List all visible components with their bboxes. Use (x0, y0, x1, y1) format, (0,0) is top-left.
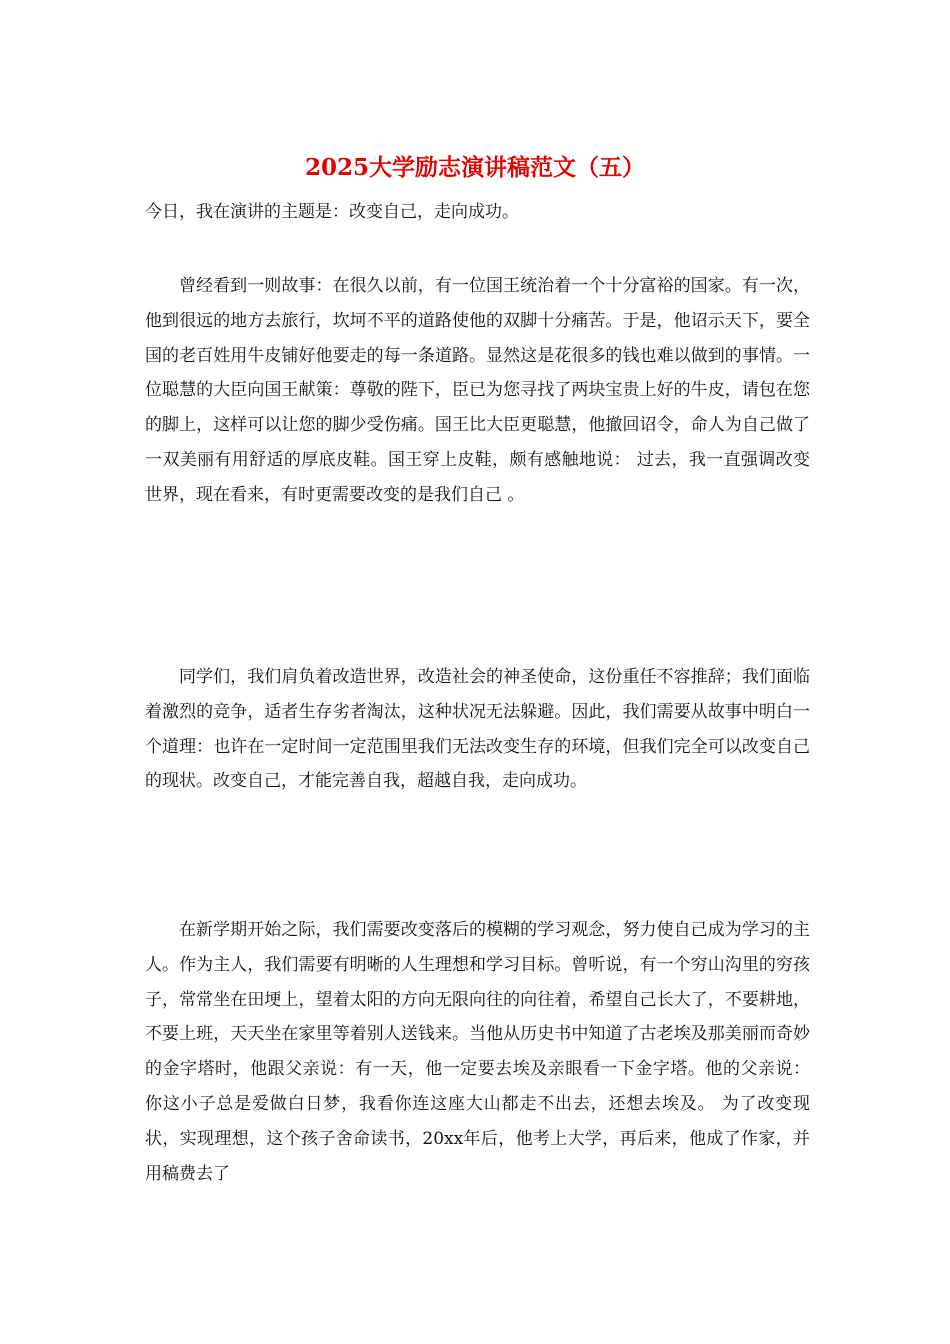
document-title: 2025大学励志演讲稿范文（五） (304, 154, 645, 181)
paragraph-story: 曾经看到一则故事：在很久以前，有一位国王统治着一个十分富裕的国家。有一次，他到很远的地方去旅行，坎坷不平的道路使他的双脚十分痛苦。于是，他诏示天下，要全国的老百姓用牛皮铺好他要走的每一条道路。显然这是花很多的钱也难以做到的事情。一位聪慧的大臣向国王献策：尊敬的陛下，臣已为您寻找了两块宝贵上好的牛皮，请包在您的脚上，这样可以让您的脚少受伤痛。国王比大臣更聪慧，他撤回诏令，命人为自己做了一双美丽有用舒适的厚底皮鞋。国王穿上皮鞋，颇有感触地说： 过去，我一直强调改变世界，现在看来，有时更需要改变的是我们自己 。 (145, 276, 810, 505)
paragraph-new-semester: 在新学期开始之际，我们需要改变落后的模糊的学习观念，努力使自己成为学习的主人。作为主人，我们需要有明晰的人生理想和学习目标。曾听说，有一个穷山沟里的穷孩子，常常坐在田埂上，望着太阳的方向无限向往的向往着，希望自己长大了，不要耕地，不要上班，天天坐在家里等着别人送钱来。当他从历史书中知道了古老埃及那美丽而奇妙的金字塔时，他跟父亲说：有一天，他一定要去埃及亲眼看一下金字塔。他的父亲说： 你这小子总是爱做白日梦，我看你连这座大山都走不出去，还想去埃及。 为了改变现状，实现理想，这个孩子舍命读书，20xx年后，他考上大学，再后来，他成了作家，并用稿费去了 (145, 920, 810, 1184)
paragraph-classmates: 同学们，我们肩负着改造世界，改造社会的神圣使命，这份重任不容推辞；我们面临着激烈的竞争，适者生存劣者淘汰，这种状况无法躲避。因此，我们需要从故事中明白一个道理：也许在一定时间一定范围里我们无法改变生存的环境，但我们完全可以改变自己的现状。改变自己，才能完善自我，超越自我，走向成功。 (145, 667, 810, 792)
intro-line: 今日，我在演讲的主题是：改变自己，走向成功。 (145, 202, 519, 222)
